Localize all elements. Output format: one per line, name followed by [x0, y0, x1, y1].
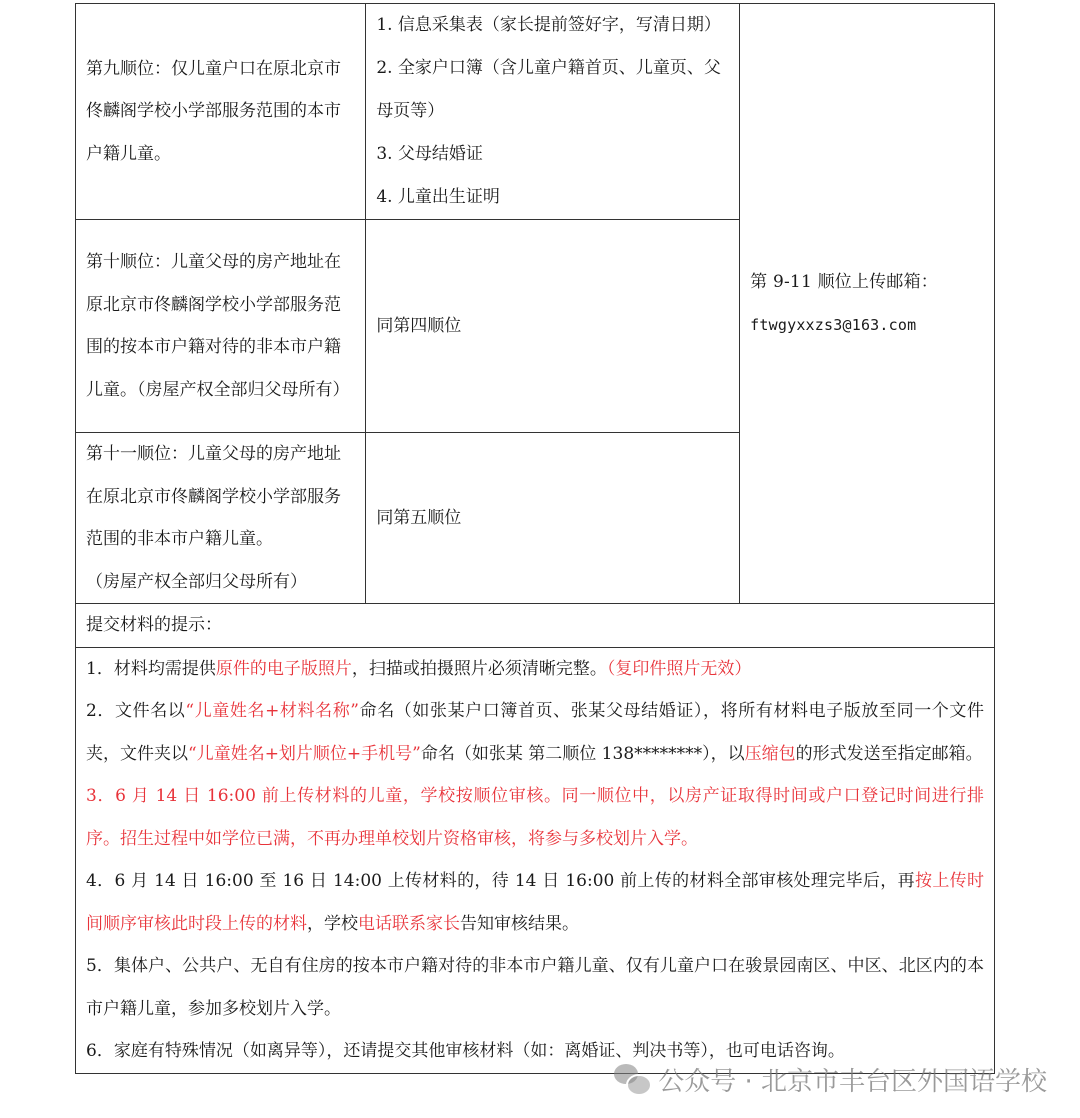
order-text: 第九顺位：仅儿童户口在原北京市佟麟阁学校小学部服务范围的本市户籍儿童。 [86, 58, 341, 164]
order-note: （房屋产权全部归父母所有） [86, 571, 307, 592]
materials-cell [366, 220, 740, 433]
tips-header: 提交材料的提示： [86, 615, 222, 635]
upload-label: 第 9-11 顺位上传邮箱： [750, 272, 938, 292]
tip-emphasis: 电话联系家长 [358, 913, 460, 934]
tips-body-cell [76, 647, 995, 1073]
tip-text: 的形式发送至指定邮箱。 [795, 743, 983, 764]
tips-header-cell [76, 604, 995, 648]
order-text: 第十一顺位：儿童父母的房产地址在原北京市佟麟阁学校小学部服务范围的非本市户籍儿童。 [86, 444, 341, 549]
tip-emphasis: 压缩包 [744, 743, 796, 764]
list-item: 2. 全家户口簿（含儿童户籍首页、儿童页、父母页等） [376, 58, 721, 121]
tip-3: 3．6 月 14 日 16:00 前上传材料的儿童，学校按顺位审核。同一顺位中，以房产证取得时间或户口登记时间进行排序。招生过程中如学位已满，不再办理单校划片资格审核，将参与多校划片入学。 [86, 786, 984, 849]
tip-5: 5．集体户、公共户、无自有住房的按本市户籍对待的非本市户籍儿童、仅有儿童户口在骏景园南区、中区、北区内的本市户籍儿童，参加多校划片入学。 [86, 956, 984, 1019]
admission-materials-table [75, 3, 995, 1074]
tip-emphasis: 按上传时间顺序审核此时段上传的材料 [86, 871, 985, 934]
tip-text: 告知审核结果。 [460, 913, 579, 934]
order-cell [76, 220, 366, 433]
tip-6: 6．家庭有特殊情况（如离异等），还请提交其他审核材料（如：离婚证、判决书等），也可电话咨询。 [86, 1041, 845, 1061]
list-item: 4. 儿童出生证明 [376, 187, 500, 207]
tip-text: 命名（如张某 第二顺位 138********），以 [420, 743, 745, 764]
materials-text: 同第四顺位 [376, 315, 462, 336]
tip-emphasis: “儿童姓名+材料名称” [185, 701, 359, 721]
table-row [76, 4, 995, 220]
tip-1 [86, 648, 984, 691]
list-item: 3. 父母结婚证 [376, 144, 483, 164]
order-cell [76, 4, 366, 220]
tip-emphasis: （复印件照片无效） [606, 658, 752, 679]
tip-text: 命名（如张某户口簿首页、张某父母结婚证），将所有材料电子版放至同一个文件夹，文件夹以 [86, 701, 984, 764]
tip-4 [86, 860, 984, 945]
tip-text: 4．6 月 14 日 16:00 至 16 日 14:00 上传材料的，待 14 日 16:00 前上传的材料全部审核处理完毕后，再 [86, 871, 915, 891]
table-row [76, 604, 995, 648]
list-item: 1. 信息采集表（家长提前签好字，写清日期） [376, 15, 721, 35]
tip-text: 2．文件名以 [86, 701, 186, 721]
materials-text: 同第五顺位 [376, 507, 462, 528]
tip-text: 1．材料均需提供 [86, 658, 216, 679]
upload-email[interactable]: ftwgyxxzs3@163.com [750, 315, 917, 334]
tip-emphasis: “儿童姓名+划片顺位+手机号” [188, 743, 421, 764]
materials-cell [366, 4, 740, 220]
tip-text: ，学校 [307, 913, 358, 934]
tip-2 [86, 690, 984, 775]
table-row [76, 647, 995, 1073]
materials-cell [366, 433, 740, 604]
tip-text: ，扫描或拍摄照片必须清晰完整。 [351, 658, 607, 679]
upload-email-cell [740, 4, 995, 604]
order-cell [76, 433, 366, 604]
order-text: 第十顺位：儿童父母的房产地址在原北京市佟麟阁学校小学部服务范围的按本市户籍对待的非本市户籍儿童。（房屋产权全部归父母所有） [86, 252, 350, 400]
watermark-text: 公众号 · 北京市丰台区外国语学校 [658, 1066, 1047, 1097]
tip-emphasis: 原件的电子版照片 [215, 658, 352, 679]
